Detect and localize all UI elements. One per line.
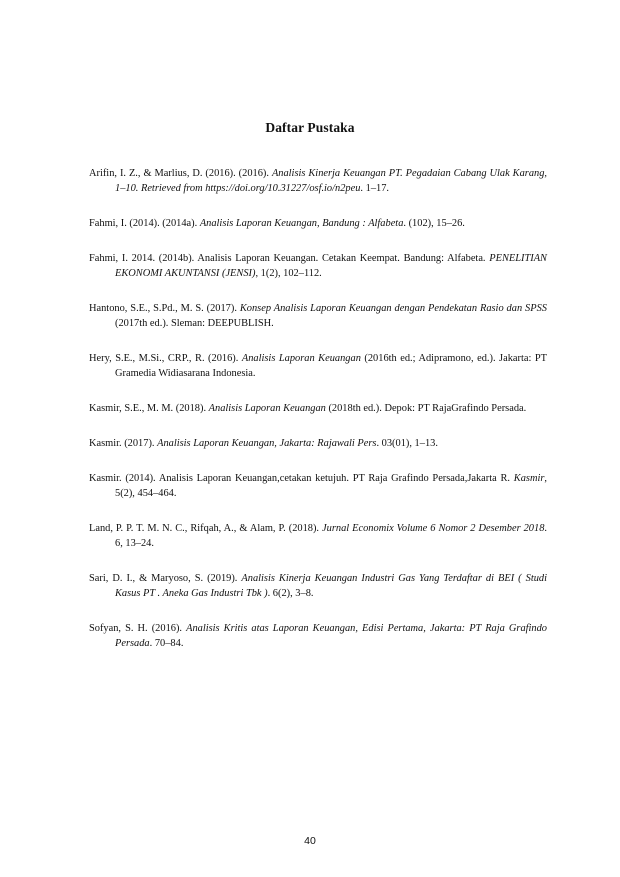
reference-italic-title: Kasmir <box>513 473 545 484</box>
reference-text: Kasmir. (2017). <box>89 438 158 449</box>
reference-entry <box>89 401 547 416</box>
reference-text: . 6(2), 3–8. <box>267 588 314 599</box>
reference-italic-title: Analisis Kinerja Keuangan Industri Gas Yang Terdaftar di BEI ( Studi Kasus PT . Aneka Gas Industri Tbk ) <box>115 573 547 599</box>
reference-text: Sofyan, S. H. (2016). <box>89 623 187 634</box>
reference-italic-title: Konsep Analisis Laporan Keuangan dengan Pendekatan Rasio dan SPSS <box>239 303 547 314</box>
page-number: 40 <box>304 835 316 847</box>
reference-text: Land, P. P. T. M. N. C., Rifqah, A., & Alam, P. (2018). <box>89 523 323 534</box>
reference-entry <box>89 571 547 601</box>
reference-list <box>89 166 547 671</box>
reference-italic-title: Analisis Kritis atas Laporan Keuangan, Edisi Pertama, Jakarta: PT Raja Grafindo Persada <box>115 623 547 649</box>
page-title: Daftar Pustaka <box>265 120 355 135</box>
reference-entry <box>89 471 547 501</box>
reference-text: Arifin, I. Z., & Marlius, D. (2016). (2016). <box>89 168 272 179</box>
reference-entry <box>89 621 547 651</box>
reference-italic-title: Analisis Laporan Keuangan <box>241 353 361 364</box>
reference-text: (2018th ed.). Depok: PT RajaGrafindo Persada. <box>325 403 527 414</box>
reference-italic-title: Analisis Laporan Keuangan <box>208 403 326 414</box>
reference-text: . 6, 13–24. <box>115 523 547 549</box>
reference-text: Fahmi, I. (2014). (2014a). <box>89 218 200 229</box>
reference-text: Kasmir, S.E., M. M. (2018). <box>89 403 209 414</box>
reference-text: . 70–84. <box>149 638 184 649</box>
reference-text: Sari, D. I., & Maryoso, S. (2019). <box>89 573 242 584</box>
reference-text: (2017th ed.). Sleman: DEEPUBLISH. <box>115 318 274 329</box>
reference-italic-title: Analisis Kinerja Keuangan PT. Pegadaian Cabang Ulak Karang, 1–10. Retrieved from https://doi.org/10.31227/osf.io/n2peu <box>115 168 547 194</box>
reference-italic-title: Jurnal Economix Volume 6 Nomor 2 Desember 2018 <box>322 523 545 534</box>
reference-text: . 03(01), 1–13. <box>376 438 438 449</box>
reference-italic-title: Analisis Laporan Keuangan, Jakarta: Rajawali Pers <box>157 438 377 449</box>
reference-text: , 5(2), 454–464. <box>115 473 547 499</box>
reference-italic-title: Analisis Laporan Keuangan, Bandung : Alfabeta <box>199 218 404 229</box>
reference-text: , 1(2), 102–112. <box>255 268 322 279</box>
reference-entry <box>89 251 547 281</box>
reference-entry <box>89 436 547 451</box>
reference-entry <box>89 216 547 231</box>
reference-text: . 1–17. <box>360 183 389 194</box>
reference-entry <box>89 351 547 381</box>
reference-entry <box>89 301 547 331</box>
reference-entry <box>89 166 547 196</box>
reference-italic-title: PENELITIAN EKONOMI AKUNTANSI (JENSI) <box>115 253 547 279</box>
reference-text: Hantono, S.E., S.Pd., M. S. (2017). <box>89 303 240 314</box>
reference-entry <box>89 521 547 551</box>
reference-text: (2016th ed.; Adipramono, ed.). Jakarta: PT Gramedia Widiasarana Indonesia. <box>115 353 547 379</box>
reference-text: Fahmi, I. 2014. (2014b). Analisis Laporan Keuangan. Cetakan Keempat. Bandung: Alfabeta. <box>89 253 490 264</box>
reference-text: Hery, S.E., M.Si., CRP., R. (2016). <box>89 353 242 364</box>
reference-text: Kasmir. (2014). Analisis Laporan Keuangan,cetakan ketujuh. PT Raja Grafindo Persada,Jakarta R. <box>89 473 514 484</box>
reference-text: . (102), 15–26. <box>403 218 465 229</box>
